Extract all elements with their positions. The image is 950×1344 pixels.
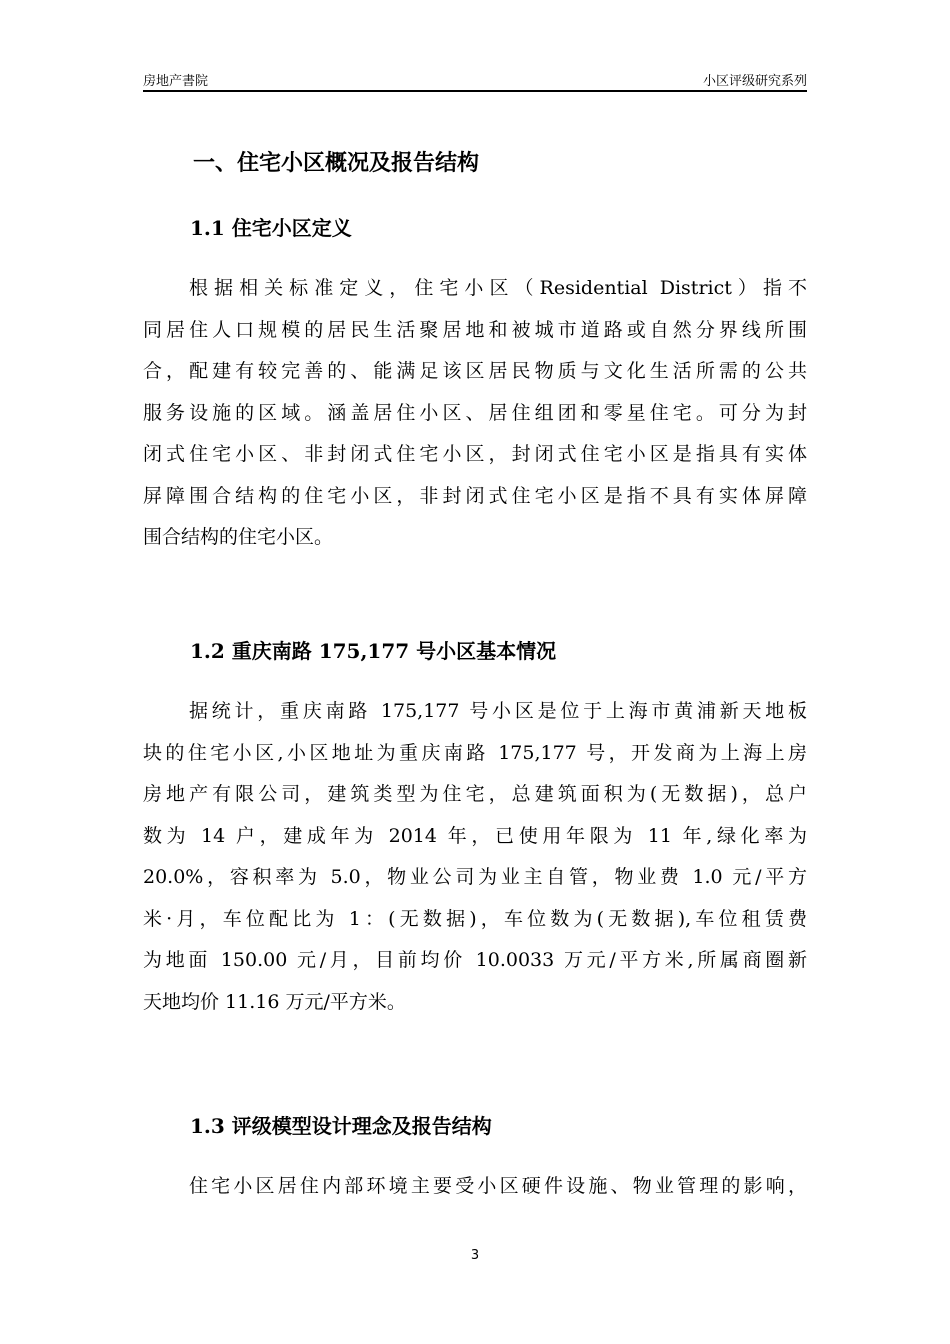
section-title: 一、住宅小区概况及报告结构	[193, 150, 480, 176]
subsection-title-1-3: 1.3 评级模型设计理念及报告结构	[190, 1114, 492, 1138]
paragraph-line: 屏障围合结构的住宅小区，非封闭式住宅小区是指不具有实体屏障	[143, 484, 807, 507]
page-header	[143, 70, 807, 92]
subsection-title-1-2: 1.2 重庆南路 175,177 号小区基本情况	[190, 639, 557, 663]
paragraph-line: 同居住人口规模的居民生活聚居地和被城市道路或自然分界线所围	[143, 318, 807, 341]
paragraph-line: 服务设施的区域。涵盖居住小区、居住组团和零星住宅。可分为封	[143, 401, 807, 424]
header-series: 小区评级研究系列	[702, 74, 807, 89]
header-publisher: 房地产書院	[143, 74, 209, 89]
paragraph-definition	[143, 268, 807, 559]
paragraph-line: 闭式住宅小区、非封闭式住宅小区，封闭式住宅小区是指具有实体	[143, 443, 807, 465]
paragraph-line: 块的住宅小区,小区地址为重庆南路 175,177 号，开发商为上海上房	[143, 741, 807, 764]
paragraph-basic-info	[143, 691, 807, 1023]
paragraph-line: 根据相关标准定义，住宅小区（Residential District）指不	[189, 277, 807, 299]
paragraph-line: 为地面 150.00 元/月，目前均价 10.0033 万元/平方米,所属商圈新	[143, 949, 807, 971]
paragraph-line: 据统计，重庆南路 175,177 号小区是位于上海市黄浦新天地板	[189, 700, 807, 722]
paragraph-line: 天地均价 11.16 万元/平方米。	[143, 990, 406, 1013]
paragraph-line: 住宅小区居住内部环境主要受小区硬件设施、物业管理的影响，	[189, 1175, 807, 1197]
page-number: 3	[470, 1248, 480, 1263]
paragraph-model-design	[143, 1166, 807, 1208]
paragraph-line: 房地产有限公司，建筑类型为住宅，总建筑面积为(无数据)，总户	[143, 783, 807, 805]
paragraph-line: 数为 14 户，建成年为 2014 年，已使用年限为 11 年,绿化率为	[143, 824, 807, 847]
paragraph-line: 合，配建有较完善的、能满足该区居民物质与文化生活所需的公共	[143, 360, 807, 382]
paragraph-line: 米·月，车位配比为 1：(无数据)，车位数为(无数据),车位租赁费	[143, 907, 807, 930]
subsection-title-1-1: 1.1 住宅小区定义	[190, 216, 352, 240]
paragraph-line: 20.0%，容积率为 5.0，物业公司为业主自管，物业费 1.0 元/平方	[143, 866, 807, 888]
paragraph-line: 围合结构的住宅小区。	[143, 526, 334, 548]
